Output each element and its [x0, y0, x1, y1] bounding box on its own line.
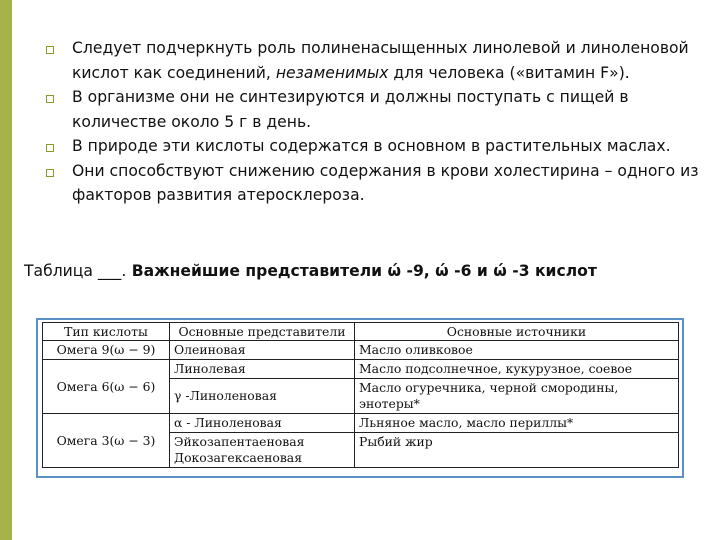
square-bullet-icon [46, 169, 54, 177]
table-row [43, 360, 679, 379]
representative-cell: γ -Линоленовая [170, 379, 355, 414]
header-sources: Основные источники [355, 323, 679, 341]
bullet-text: В организме они не синтезируются и должны поступать с пищей в количестве около 5 г в день. [72, 88, 629, 131]
square-bullet-icon [46, 144, 54, 152]
source-cell: Масло подсолнечное, кукурузное, соевое [355, 360, 679, 379]
acid-type-cell: Омега 6(ω − 6) [43, 360, 170, 414]
acids-table [42, 322, 679, 468]
bullet-list [52, 36, 702, 208]
table-row [43, 341, 679, 360]
representative-cell: Эйкозапентаеновая Докозагексаеновая [170, 433, 355, 468]
source-cell: Масло огуречника, черной смородины, энотеры* [355, 379, 679, 414]
table-caption [24, 259, 714, 283]
representative-cell: Линолевая [170, 360, 355, 379]
bullet-text-emphasis: незаменимых [275, 63, 389, 82]
table-header-row [43, 323, 679, 341]
representative-cell: Олеиновая [170, 341, 355, 360]
bullet-item [52, 134, 702, 159]
caption-title: Важнейшие представители ώ -9, ώ -6 и ώ -3 кислот [126, 262, 597, 280]
bullet-item [52, 159, 702, 208]
header-type: Тип кислоты [43, 323, 170, 341]
table-row [43, 414, 679, 433]
bullet-text: Они способствуют снижению содержания в крови холестирина – одного из факторов развития атеросклероза. [72, 161, 699, 204]
acid-type-cell: Омега 9(ω − 9) [43, 341, 170, 360]
caption-prefix: Таблица ___. [24, 262, 127, 280]
bullet-text-start: Следует подчеркнуть роль полиненасыщенных линолевой и линоленовой кислот как соединений, [72, 39, 689, 82]
bullet-item [52, 36, 702, 85]
bullet-text-end: для человека («витамин F»). [388, 63, 630, 82]
representative-cell: α - Линоленовая [170, 414, 355, 433]
acid-type-cell: Омега 3(ω − 3) [43, 414, 170, 468]
source-cell: Льняное масло, масло периллы* [355, 414, 679, 433]
header-representatives: Основные представители [170, 323, 355, 341]
accent-sidebar [0, 0, 12, 540]
square-bullet-icon [46, 46, 54, 54]
bullet-text: В природе эти кислоты содержатся в основном в растительных маслах. [72, 137, 671, 155]
square-bullet-icon [46, 95, 54, 103]
source-cell: Масло оливковое [355, 341, 679, 360]
bullet-item [52, 85, 702, 134]
source-cell: Рыбий жир [355, 433, 679, 468]
